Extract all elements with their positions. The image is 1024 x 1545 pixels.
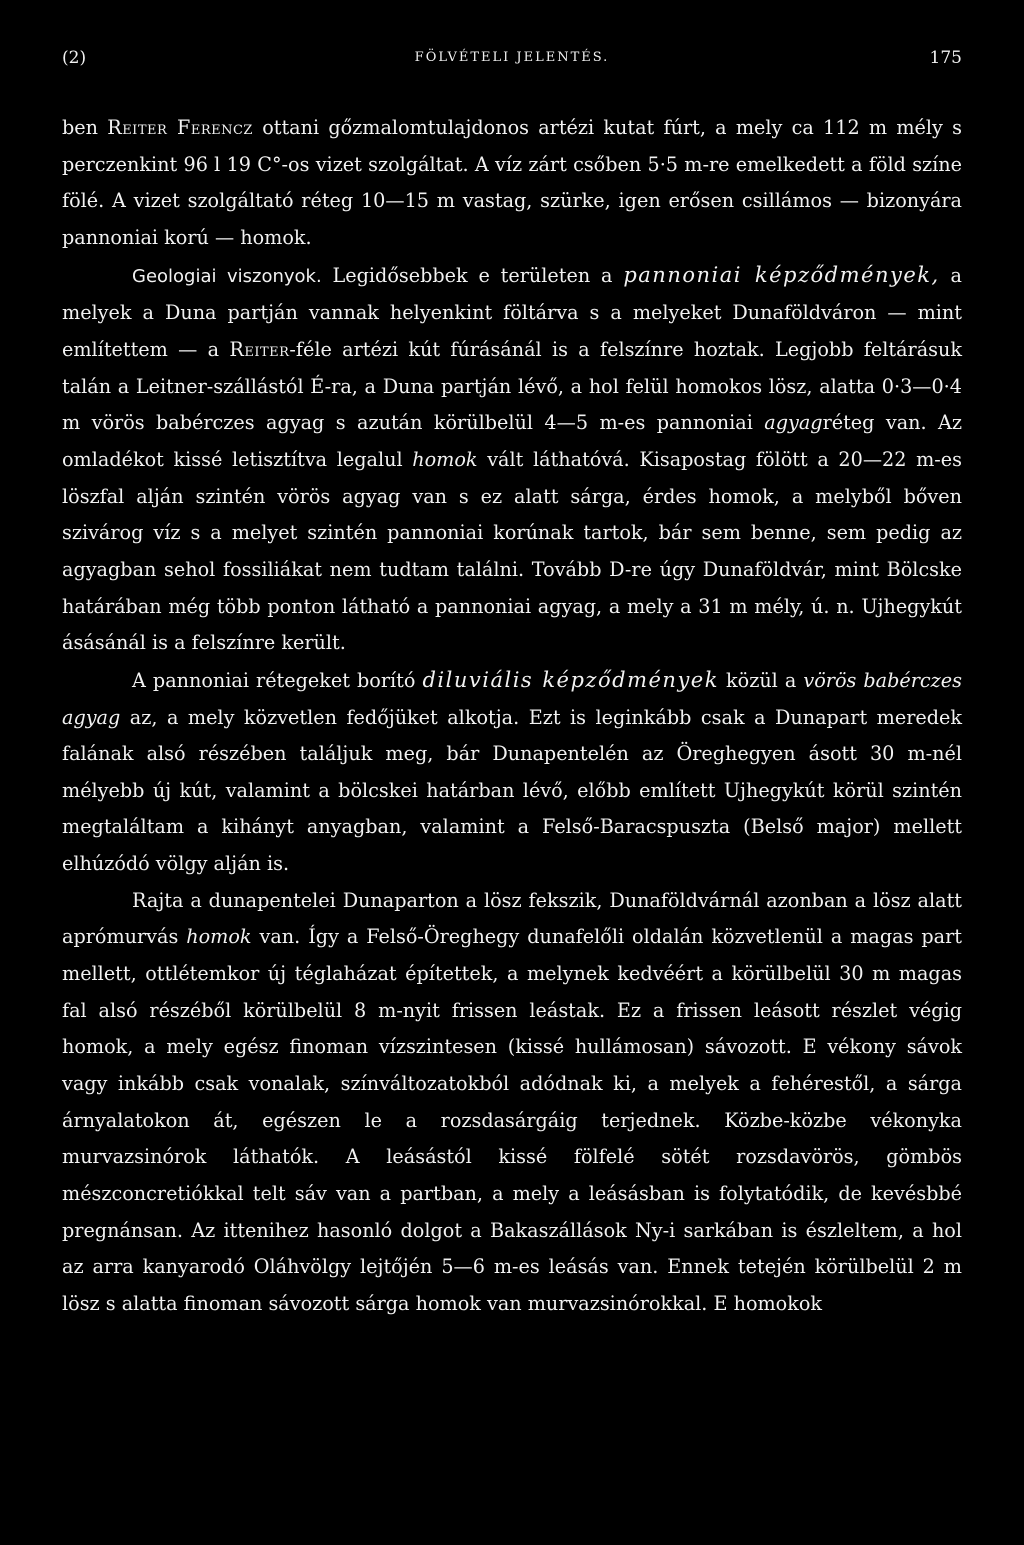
emphasis-run: Reiter Ferencz [107,116,253,139]
text-run: ottani gőzmalomtulajdonos artézi kutat fúrt, a mely ca 112 m mély s perczenkint 96 l 19 C°-os vizet szolgáltat. A víz zárt csőben 5·5 m-re emelkedett a föld színe fölé. A vizet szolgáltató réteg 10—15 m vastag, szürke, igen erősen csillámos — bizonyára pannoniai korú — homok. [62,116,962,249]
text-run: a melyek a Duna partján vannak helyenkint föltárva s a melyeket Dunaföldváron — mint említettem — a [62,263,962,361]
text-run: az, a mely közvetlen fedőjüket alkotja. Ezt is leginkább csak a Dunapart meredek falának alsó részében találjuk meg, bár Dunapentelén az Öreghegyen ásott 30 m-nél mélyebb új kút, valamint a bölcskei határban lévő, előbb említett Ujhegykút körül szintén megtaláltam a kihányt anyagban, valamint a Felső-Baracspuszta (Belső major) mellett elhúzódó völgy alján is. [62,705,962,876]
text-run: Rajta a dunapentelei Dunaparton a lösz fekszik, Dunaföldvárnál azonban a lösz alatt aprómurvás [62,888,962,949]
page-header [62,48,962,78]
text-run: ben [62,116,108,139]
emphasis-run: Geologiai viszonyok. [132,265,322,287]
page-number: 175 [929,48,962,68]
body-text [62,110,962,1323]
paragraph [62,257,962,662]
emphasis-run: homok [412,447,478,471]
paragraph [62,662,962,883]
emphasis-run: vörös babérczes agyag [62,668,962,729]
emphasis-run: pannoniai képződmények, [623,262,940,287]
document-page [62,48,962,1323]
emphasis-run: homok [186,925,252,949]
emphasis-run: agyag [764,411,823,435]
section-number: (2) [62,48,87,68]
text-run: -féle artézi kút fúrásánál is a felszínre hoztak. Legjobb feltárásuk talán a Leitner-szállástól É-ra, a Duna partján lévő, a hol felül homokos lösz, alatta 0·3—0·4 m vörös babérczes agyag s azután körülbelül 4—5 m-es pannoniai [62,337,962,435]
paragraph [62,883,962,1323]
running-title: FÖLVÉTELI JELENTÉS. [414,50,610,65]
text-run: A pannoniai rétegeket borító [132,668,423,692]
paragraph [62,110,962,257]
emphasis-run: diluviális képződmények [422,667,719,692]
text-run: vált láthatóvá. Kisapostag fölött a 20—22 m-es löszfal alján szintén vörös agyag van s ez alatt sárga, érdes homok, a melyből bőven szivárog víz s a melyet szintén pannoniai korúnak tartok, bár sem benne, sem pedig az agyagban sehol fossiliákat nem tudtam találni. Tovább D-re úgy Dunaföldvár, mint Bölcske határában még több ponton látható a pannoniai agyag, a mely a 31 m mély, ú. n. Ujhegykút ásásánál is a felszínre került. [62,447,962,655]
emphasis-run: Reiter [229,337,290,361]
text-run: van. Így a Felső-Öreghegy dunafelőli oldalán közvetlenül a magas part mellett, ottlétemkor új téglaházat építettek, a melynek kedvéért a körülbelül 30 m magas fal alsó részéből körülbelül 8 m-nyit frissen leástak. Ez a frissen leásott részlet végig homok, a mely egész finoman vízszintesen (kissé hullámosan) sávozott. E vékony sávok vagy inkább csak vonalak, színváltozatokból adódnak ki, a melyek a fehérestől, a sárga árnyalatokon át, egészen le a rozsdasárgáig terjednek. Közbe-közbe vékonyka murvazsinórok láthatók. A leásástól kissé fölfelé sötét rozsdavörös, gömbös mészconcretiókkal telt sáv van a partban, a mely a leásásban is folytatódik, de kevésbbé pregnánsan. Az ittenihez hasonló dolgot a Bakaszállások Ny-i sarkában is észleltem, a hol az arra kanyarodó Oláhvölgy lejtőjén 5—6 m-es leásás van. Ennek tetején körülbelül 2 m lösz s alatta finoman sávozott sárga homok van murvazsinórokkal. E homokok [62,925,962,1315]
text-run: Legidősebbek e területen a [321,263,624,287]
text-run: közül a [718,668,804,692]
text-run: réteg van. Az omladékot kissé letisztítva legalul [62,411,963,471]
